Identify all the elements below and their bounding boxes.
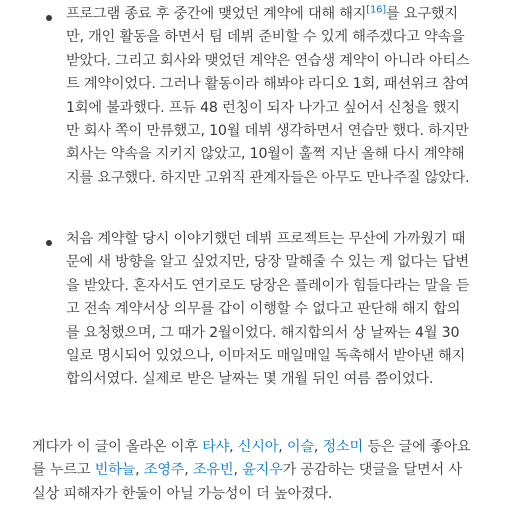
- text-line: 를 요청했으며, 그 때가 2월이었다. 해지합의서 상 날짜는 4월 30: [66, 324, 460, 341]
- text-span: 게다가 이 글이 올라온 이후: [32, 439, 203, 455]
- text-line: 지를 요구했다. 하지만 고위직 관계자들은 아무도 만나주질 않았다.: [66, 169, 470, 186]
- bullet-icon: [46, 240, 52, 246]
- text-line: 합의서였다. 실제로 받은 날짜는 몇 개월 뒤인 여름 쯤이었다.: [66, 371, 434, 388]
- text-span: 가 공감하는 댓글을 달면서 사: [282, 462, 462, 479]
- bullet-icon: [46, 15, 52, 21]
- text-line: [32, 459, 514, 482]
- text-line: 실상 피해자가 한둘이 아닐 가능성이 더 높아졌다.: [32, 485, 333, 502]
- text-line: 트 계약이었다. 그러나 활동이라 해봐야 라디오 1회, 패션위크 참여: [66, 76, 470, 93]
- text-line: 고 전속 계약서상 의무를 갑이 이행할 수 없다고 판단해 해지 합의: [66, 301, 461, 318]
- text-line: 처음 계약할 당시 이야기했던 데뷔 프로젝트는 무산에 가까웠기 때: [66, 231, 466, 247]
- separator: ,: [229, 439, 238, 455]
- person-link-yunjiwoo[interactable]: 윤지우: [242, 462, 283, 479]
- closing-paragraph: [32, 436, 514, 506]
- text-line: 을 받았다. 혼자서도 연기로도 당장은 플레이가 힘들다라는 말을 듣: [66, 277, 470, 294]
- separator: ,: [184, 462, 193, 479]
- text-span: 를 요구했지: [386, 6, 458, 22]
- text-line: 일로 명시되어 있었으나, 이마저도 매일매일 독촉해서 받아낸 해지: [66, 348, 466, 365]
- text-line: [32, 436, 514, 459]
- separator: ,: [233, 462, 243, 479]
- paragraph: [66, 3, 512, 190]
- footnote-link[interactable]: [16]: [366, 4, 387, 16]
- person-link-joyubin[interactable]: 조유빈: [192, 462, 234, 479]
- text-line: 문에 새 방향을 알고 싶었지만, 당장 말해줄 수 있는 게 없다는 답변: [66, 254, 469, 271]
- text-line: 받았다. 그리고 회사와 맺었던 계약은 연습생 계약이 아니라 아티스: [66, 52, 470, 69]
- person-link-binhaneul[interactable]: 빈하늘: [94, 462, 136, 479]
- text-span: 프로그램 종료 후 중간에 맺었던 계약에 대해 해지: [66, 6, 367, 22]
- person-link-tasha[interactable]: 타샤: [202, 439, 230, 455]
- text-line: 만 회사 쪽이 만류했고, 10월 데뷔 생각하면서 연습만 했다. 하지만: [66, 123, 469, 140]
- text-line: 회사는 약속을 지키지 않았고, 10월이 훌쩍 지난 올해 다시 계약해: [66, 146, 465, 163]
- person-link-cynthia[interactable]: 신시아: [237, 439, 279, 455]
- separator: ,: [135, 462, 144, 479]
- separator: ,: [313, 439, 323, 455]
- text-line: [66, 3, 512, 26]
- separator: ,: [278, 439, 287, 455]
- text-span: 등은 글에 좋아요: [363, 439, 471, 455]
- text-line: 1회에 불과했다. 프듀 48 런칭이 되자 나가고 싶어서 신청을 했지: [66, 99, 460, 116]
- text-span: 를 누르고: [32, 462, 95, 479]
- paragraph: [66, 228, 512, 392]
- person-link-jungsomi[interactable]: 정소미: [322, 439, 364, 455]
- person-link-iseul[interactable]: 이슬: [286, 439, 314, 455]
- person-link-joyoungju[interactable]: 조영주: [143, 462, 185, 479]
- text-line: 만, 개인 활동을 하면서 팀 데뷔 준비할 수 있게 해주겠다고 약속을: [66, 29, 465, 46]
